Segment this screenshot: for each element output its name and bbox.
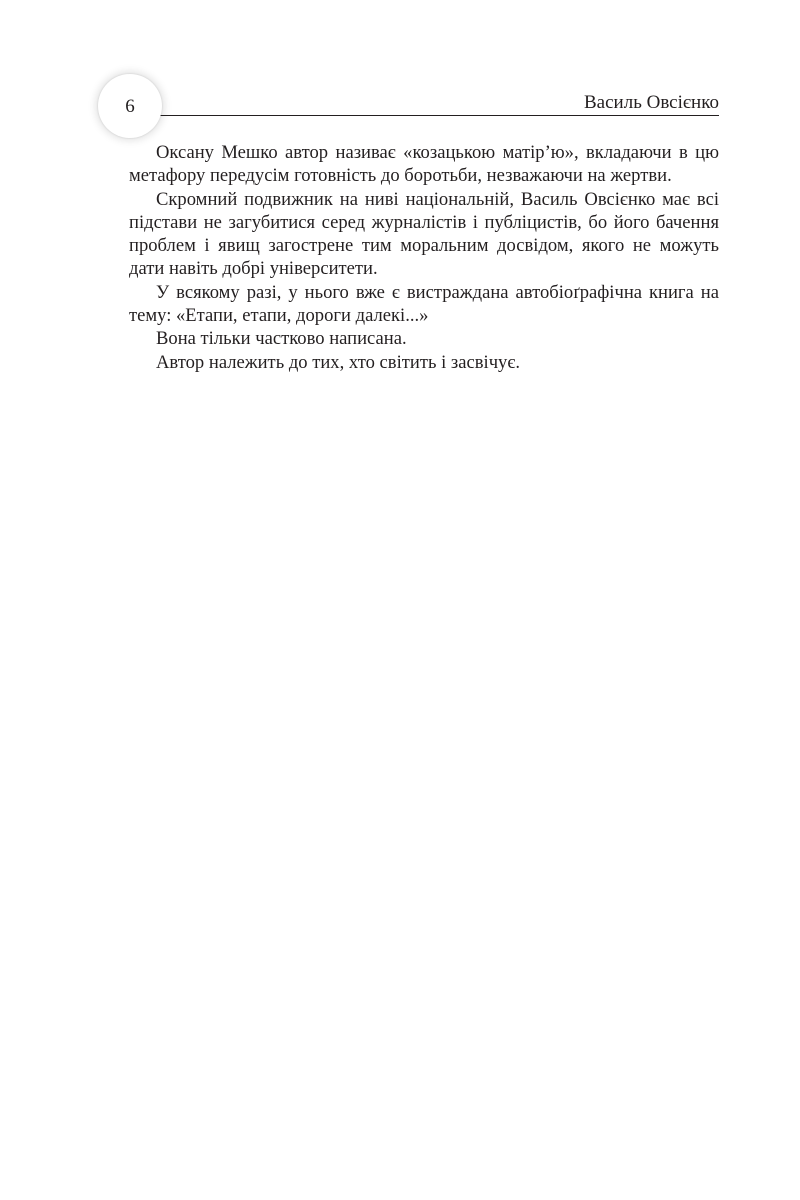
body-text [129,141,719,374]
paragraph-3: У всякому разі, у нього вже є вистраждана автобіоґрафічна книга на тему: «Етапи, етапи, дороги далекі...» [129,281,719,327]
page-number-badge [98,74,162,138]
page-number: 6 [125,95,135,117]
paragraph-5: Автор належить до тих, хто світить і засвічує. [156,351,520,373]
running-head-author: Василь Овсієнко [584,92,719,113]
paragraph-4: Вона тільки частково написана. [156,328,407,350]
paragraph-1: Оксану Мешко автор називає «козацькою матір’ю», вкладаючи в цю метафору передусім готовність до боротьби, незважаючи на жертви. [129,142,719,187]
header-rule [155,115,719,116]
paragraph-2: Скромний подвижник на ниві національній, Василь Овсієнко має всі підстави не загубитися серед журналістів і публіцистів, бо його бачення проблем і явищ загострене тим моральним досвідом, якого не можуть дати навіть добрі університети. [129,188,719,280]
